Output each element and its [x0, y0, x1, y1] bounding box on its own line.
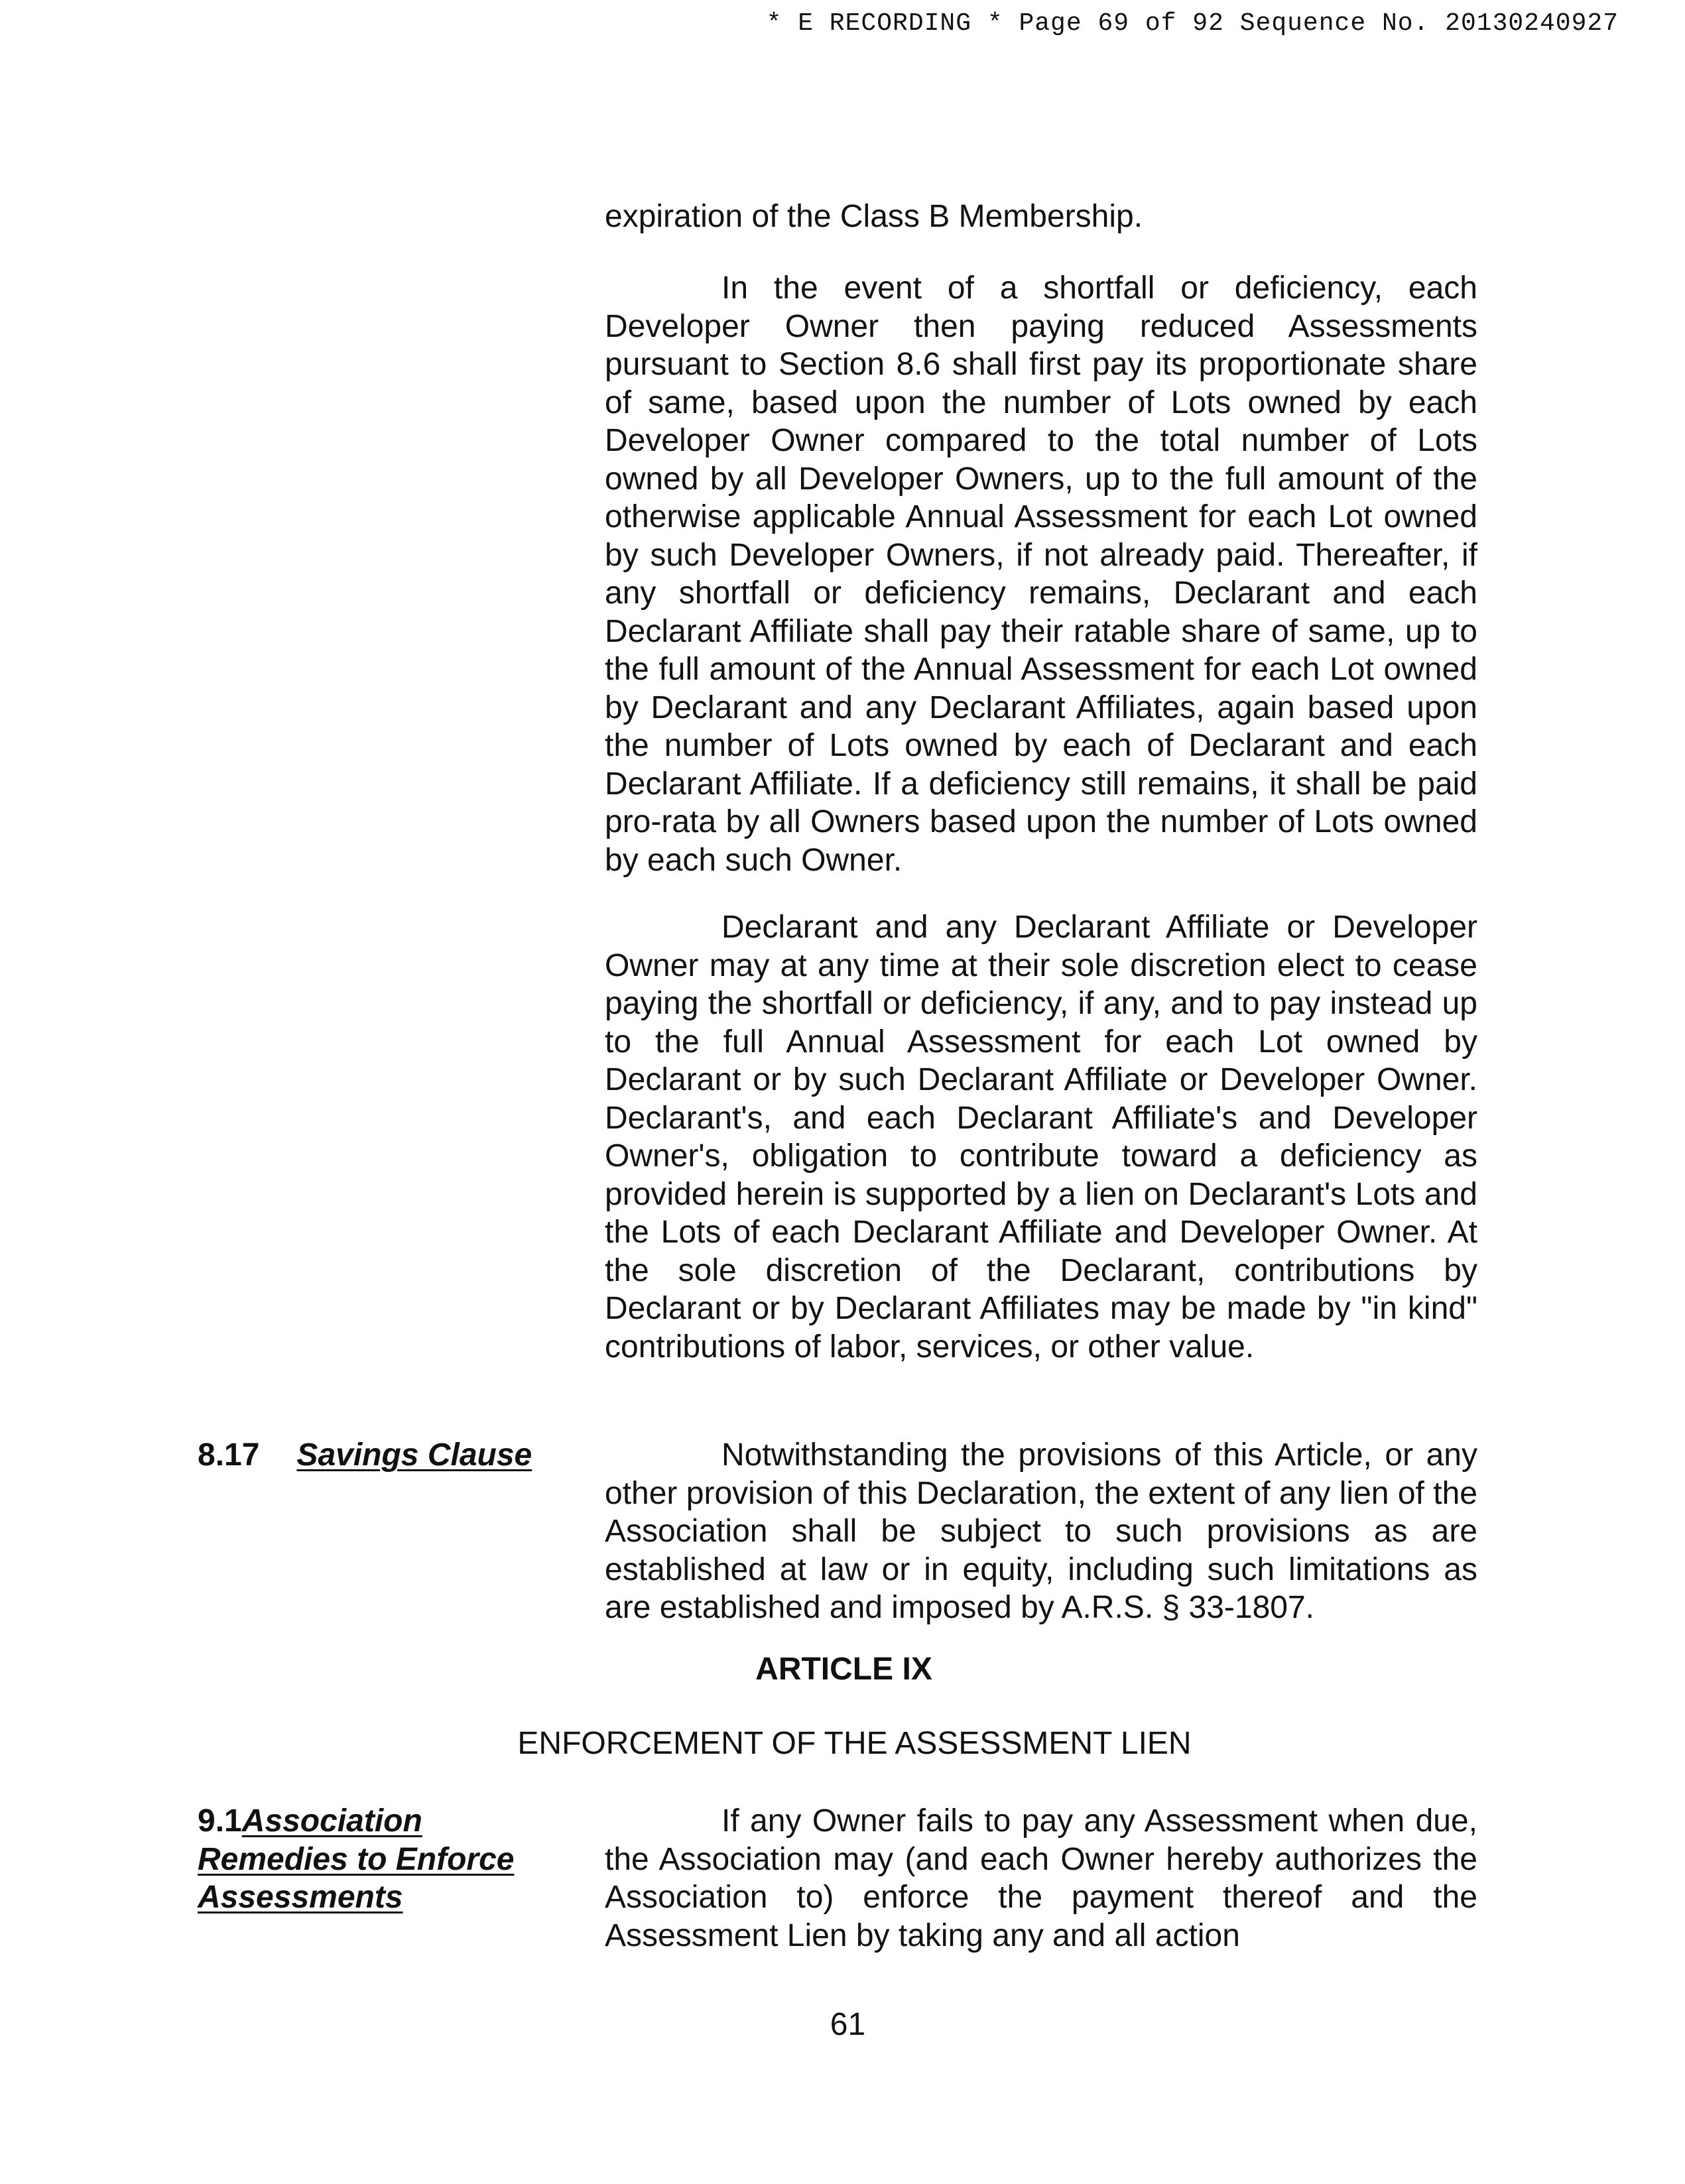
section-number: 9.1 [198, 1803, 242, 1839]
paragraph-shortfall: In the event of a shortfall or deficiency, each Developer Owner then paying reduced Assessments pursuant to Section 8.6 shall first pay its proportionate share of same, based upon the number of Lots owned by each Developer Owner compared to the total number of Lots owned by all Developer Owners, up to the full amount of the otherwise applicable Annual Assessment for each Lot owned by such Developer Owners, if not already paid. Thereafter, if any shortfall or deficiency remains, Declarant and each Declarant Affiliate shall pay their ratable share of same, up to the full amount of the Annual Assessment for each Lot owned by Declarant and any Declarant Affiliates, again based upon the number of Lots owned by each of Declarant and each Declarant Affiliate. If a deficiency still remains, it shall be paid pro-rata by all Owners based upon the number of Lots owned by each such Owner. [605, 271, 1477, 878]
section-8-17-text: Notwithstanding the provisions of this Article, or any other provision of this Declaration, the extent of any lien of the Association shall be subject to such provisions as are established at law or in equity, including such limitations as are established and imposed by A.R.S. § 33-1807. [605, 1437, 1477, 1625]
section-title: Savings Clause [296, 1437, 532, 1473]
recording-header: * E RECORDING * Page 69 of 92 Sequence No. 20130240927 [766, 9, 1619, 38]
section-title-line-3: Assessments [198, 1880, 403, 1915]
section-title-line-2: Remedies to Enforce [198, 1841, 515, 1877]
section-number: 8.17 [198, 1437, 260, 1473]
page-number: 61 [830, 2007, 866, 2042]
section-title-line-1: Association [241, 1803, 422, 1839]
article-heading: ARTICLE IX [755, 1652, 932, 1687]
article-subheading: ENFORCEMENT OF THE ASSESSMENT LIEN [517, 1726, 1192, 1761]
section-9-1-label [198, 1802, 514, 1917]
section-8-17-label [198, 1436, 532, 1475]
section-9-1-text: If any Owner fails to pay any Assessment when due, the Association may (and each Owner hereby authorizes the Association to) enforce the payment thereof and the Assessment Lien by taking any and all action [605, 1803, 1477, 1953]
continuation-line: expiration of the Class B Membership. [605, 199, 1143, 234]
paragraph-cease-paying: Declarant and any Declarant Affiliate or Developer Owner may at any time at their sole discretion elect to cease paying the shortfall or deficiency, if any, and to pay instead up to the full Annual Assessment for each Lot owned by Declarant or by such Declarant Affiliate or Developer Owner. Declarant's, and each Declarant Affiliate's and Developer Owner's, obligation to contribute toward a deficiency as provided herein is supported by a lien on Declarant's Lots and the Lots of each Declarant Affiliate and Developer Owner. At the sole discretion of the Declarant, contributions by Declarant or by Declarant Affiliates may be made by "in kind" contributions of labor, services, or other value. [605, 910, 1477, 1365]
